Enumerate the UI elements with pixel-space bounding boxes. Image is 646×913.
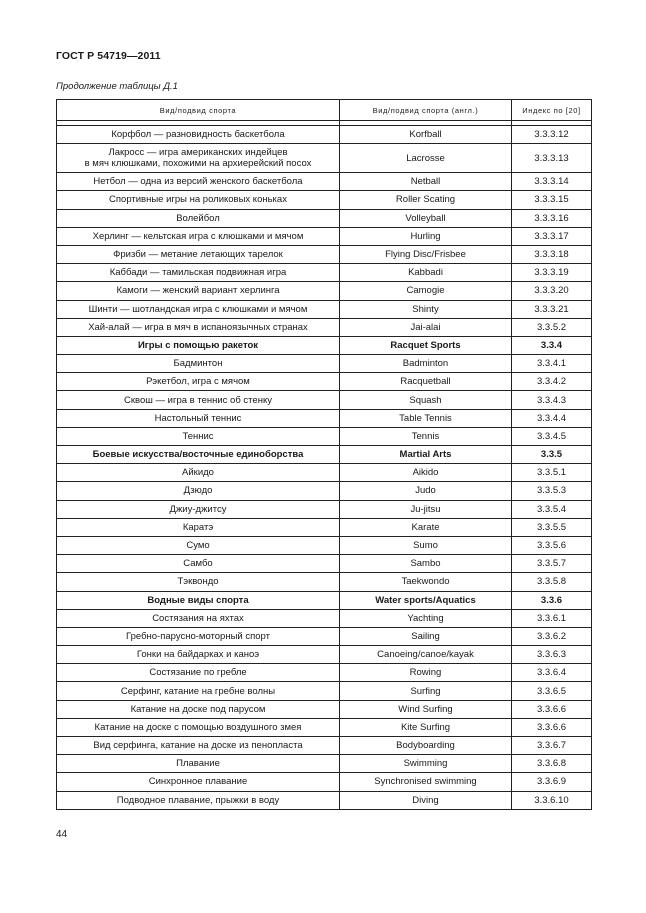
sport-name-en-cell: Taekwondo <box>340 573 512 591</box>
sport-name-en-cell: Aikido <box>340 464 512 482</box>
sport-name-ru-cell: Корфбол — разновидность баскетбола <box>57 126 340 144</box>
sport-name-ru-cell: Херлинг — кельтская игра с клюшками и мячом <box>57 227 340 245</box>
sport-name-en-cell: Yachting <box>340 609 512 627</box>
sport-name-ru-cell: Волейбол <box>57 209 340 227</box>
index-cell: 3.3.6.9 <box>512 773 592 791</box>
table-body <box>57 121 592 810</box>
sport-name-ru-cell: Лакросс — игра американских индейцев в мяч клюшками, похожими на архиерейский посох <box>57 144 340 173</box>
sports-table-container <box>56 99 591 810</box>
index-cell: 3.3.6.5 <box>512 682 592 700</box>
sport-name-en-cell: Surfing <box>340 682 512 700</box>
sport-name-en-cell: Sailing <box>340 627 512 645</box>
table-row <box>57 555 592 573</box>
sport-name-en-cell: Volleyball <box>340 209 512 227</box>
table-row <box>57 609 592 627</box>
table-row <box>57 755 592 773</box>
sport-name-en-cell: Korfball <box>340 126 512 144</box>
sport-name-en-cell: Water sports/Aquatics <box>340 591 512 609</box>
sport-name-en-cell: Camogie <box>340 282 512 300</box>
table-row <box>57 264 592 282</box>
table-row <box>57 591 592 609</box>
sport-name-ru-cell: Бадминтон <box>57 355 340 373</box>
sport-name-ru-cell: Рэкетбол, игра с мячом <box>57 373 340 391</box>
sport-name-en-cell: Lacrosse <box>340 144 512 173</box>
sport-name-en-cell: Kabbadi <box>340 264 512 282</box>
sport-name-ru-cell: Шинти — шотландская игра с клюшками и мячом <box>57 300 340 318</box>
table-row <box>57 737 592 755</box>
index-cell: 3.3.3.18 <box>512 245 592 263</box>
sport-name-en-cell: Judo <box>340 482 512 500</box>
sport-name-en-cell: Bodyboarding <box>340 737 512 755</box>
column-header-ru: Вид/подвид спорта <box>57 100 340 121</box>
index-cell: 3.3.3.21 <box>512 300 592 318</box>
index-cell: 3.3.6.7 <box>512 737 592 755</box>
table-row <box>57 482 592 500</box>
index-cell: 3.3.3.17 <box>512 227 592 245</box>
sport-name-en-cell: Flying Disc/Frisbee <box>340 245 512 263</box>
index-cell: 3.3.5 <box>512 446 592 464</box>
table-row <box>57 464 592 482</box>
sport-name-en-cell: Shinty <box>340 300 512 318</box>
table-row <box>57 282 592 300</box>
table-row <box>57 518 592 536</box>
sport-name-en-cell: Sumo <box>340 536 512 554</box>
header-row <box>57 100 592 121</box>
table-row <box>57 227 592 245</box>
index-cell: 3.3.3.15 <box>512 191 592 209</box>
sport-name-en-cell: Diving <box>340 791 512 809</box>
sport-name-ru-cell: Самбо <box>57 555 340 573</box>
index-cell: 3.3.4.3 <box>512 391 592 409</box>
index-cell: 3.3.3.20 <box>512 282 592 300</box>
table-row <box>57 300 592 318</box>
index-cell: 3.3.5.6 <box>512 536 592 554</box>
sport-name-en-cell: Tennis <box>340 427 512 445</box>
sport-name-en-cell: Karate <box>340 518 512 536</box>
index-cell: 3.3.5.2 <box>512 318 592 336</box>
index-cell: 3.3.6.10 <box>512 791 592 809</box>
index-cell: 3.3.4.2 <box>512 373 592 391</box>
sport-name-ru-cell: Айкидо <box>57 464 340 482</box>
sport-name-ru-cell: Катание на доске с помощью воздушного змея <box>57 718 340 736</box>
sport-name-ru-cell: Теннис <box>57 427 340 445</box>
sport-name-ru-cell: Сумо <box>57 536 340 554</box>
table-row <box>57 682 592 700</box>
column-header-en: Вид/подвид спорта (англ.) <box>340 100 512 121</box>
table-row <box>57 126 592 144</box>
index-cell: 3.3.6 <box>512 591 592 609</box>
sport-name-ru-cell: Состязания на яхтах <box>57 609 340 627</box>
table-row <box>57 173 592 191</box>
index-cell: 3.3.6.2 <box>512 627 592 645</box>
sport-name-en-cell: Kite Surfing <box>340 718 512 736</box>
sport-name-ru-cell: Джиу-джитсу <box>57 500 340 518</box>
sport-name-en-cell: Synchronised swimming <box>340 773 512 791</box>
table-header <box>57 100 592 121</box>
sport-name-en-cell: Hurling <box>340 227 512 245</box>
table-row <box>57 718 592 736</box>
sport-name-ru-cell: Водные виды спорта <box>57 591 340 609</box>
index-cell: 3.3.3.13 <box>512 144 592 173</box>
sport-name-ru-cell: Каббади — тамильская подвижная игра <box>57 264 340 282</box>
index-cell: 3.3.3.16 <box>512 209 592 227</box>
sport-name-ru-cell: Игры с помощью ракеток <box>57 336 340 354</box>
sport-name-en-cell: Racquetball <box>340 373 512 391</box>
sport-name-ru-cell: Состязание по гребле <box>57 664 340 682</box>
index-cell: 3.3.4.4 <box>512 409 592 427</box>
sport-name-en-cell: Jai-alai <box>340 318 512 336</box>
sport-name-ru-cell: Настольный теннис <box>57 409 340 427</box>
sport-name-en-cell: Sambo <box>340 555 512 573</box>
sport-name-ru-cell: Каратэ <box>57 518 340 536</box>
sport-name-ru-cell: Гонки на байдарках и каноэ <box>57 646 340 664</box>
table-row <box>57 336 592 354</box>
table-row <box>57 391 592 409</box>
index-cell: 3.3.6.8 <box>512 755 592 773</box>
index-cell: 3.3.5.8 <box>512 573 592 591</box>
index-cell: 3.3.6.1 <box>512 609 592 627</box>
sport-name-en-cell: Squash <box>340 391 512 409</box>
index-cell: 3.3.5.1 <box>512 464 592 482</box>
table-row <box>57 773 592 791</box>
sport-name-ru-cell: Подводное плавание, прыжки в воду <box>57 791 340 809</box>
index-cell: 3.3.4.5 <box>512 427 592 445</box>
sport-name-ru-cell: Хай-алай — игра в мяч в испаноязычных странах <box>57 318 340 336</box>
index-cell: 3.3.4.1 <box>512 355 592 373</box>
sports-classification-table <box>56 99 592 810</box>
index-cell: 3.3.6.6 <box>512 718 592 736</box>
table-row <box>57 245 592 263</box>
sport-name-en-cell: Roller Scating <box>340 191 512 209</box>
table-row <box>57 355 592 373</box>
sport-name-ru-cell: Сквош — игра в теннис об стенку <box>57 391 340 409</box>
table-row <box>57 627 592 645</box>
sport-name-en-cell: Martial Arts <box>340 446 512 464</box>
index-cell: 3.3.3.14 <box>512 173 592 191</box>
table-row <box>57 446 592 464</box>
index-cell: 3.3.6.4 <box>512 664 592 682</box>
table-row <box>57 427 592 445</box>
table-row <box>57 700 592 718</box>
table-row <box>57 500 592 518</box>
index-cell: 3.3.6.6 <box>512 700 592 718</box>
sport-name-en-cell: Badminton <box>340 355 512 373</box>
table-row <box>57 536 592 554</box>
sport-name-ru-cell: Серфинг, катание на гребне волны <box>57 682 340 700</box>
sport-name-ru-cell: Нетбол — одна из версий женского баскетбола <box>57 173 340 191</box>
sport-name-ru-cell: Плавание <box>57 755 340 773</box>
table-row <box>57 409 592 427</box>
sport-name-en-cell: Table Tennis <box>340 409 512 427</box>
sport-name-en-cell: Swimming <box>340 755 512 773</box>
sport-name-ru-cell: Спортивные игры на роликовых коньках <box>57 191 340 209</box>
document-header: ГОСТ Р 54719—2011 <box>56 50 161 62</box>
sport-name-ru-cell: Синхронное плавание <box>57 773 340 791</box>
sport-name-ru-cell: Камоги — женский вариант херлинга <box>57 282 340 300</box>
table-row <box>57 209 592 227</box>
sport-name-en-cell: Racquet Sports <box>340 336 512 354</box>
index-cell: 3.3.3.12 <box>512 126 592 144</box>
index-cell: 3.3.3.19 <box>512 264 592 282</box>
sport-name-en-cell: Wind Surfing <box>340 700 512 718</box>
table-row <box>57 573 592 591</box>
table-row <box>57 646 592 664</box>
column-header-index: Индекс по [20] <box>512 100 592 121</box>
page-number: 44 <box>56 829 68 840</box>
table-row <box>57 791 592 809</box>
table-row <box>57 144 592 173</box>
table-row <box>57 373 592 391</box>
index-cell: 3.3.6.3 <box>512 646 592 664</box>
table-row <box>57 664 592 682</box>
table-row <box>57 191 592 209</box>
sport-name-en-cell: Ju-jitsu <box>340 500 512 518</box>
index-cell: 3.3.5.7 <box>512 555 592 573</box>
index-cell: 3.3.5.3 <box>512 482 592 500</box>
index-cell: 3.3.5.5 <box>512 518 592 536</box>
table-row <box>57 318 592 336</box>
sport-name-en-cell: Rowing <box>340 664 512 682</box>
sport-name-ru-cell: Фризби — метание летающих тарелок <box>57 245 340 263</box>
sport-name-ru-cell: Дзюдо <box>57 482 340 500</box>
sport-name-en-cell: Netball <box>340 173 512 191</box>
sport-name-ru-cell: Вид серфинга, катание на доске из пенопласта <box>57 737 340 755</box>
sport-name-en-cell: Canoeing/canoe/kayak <box>340 646 512 664</box>
sport-name-ru-cell: Боевые искусства/восточные единоборства <box>57 446 340 464</box>
sport-name-ru-cell: Тэквондо <box>57 573 340 591</box>
index-cell: 3.3.5.4 <box>512 500 592 518</box>
index-cell: 3.3.4 <box>512 336 592 354</box>
sport-name-ru-cell: Катание на доске под парусом <box>57 700 340 718</box>
sport-name-ru-cell: Гребно-парусно-моторный спорт <box>57 627 340 645</box>
table-continuation-caption: Продолжение таблицы Д.1 <box>56 81 178 92</box>
